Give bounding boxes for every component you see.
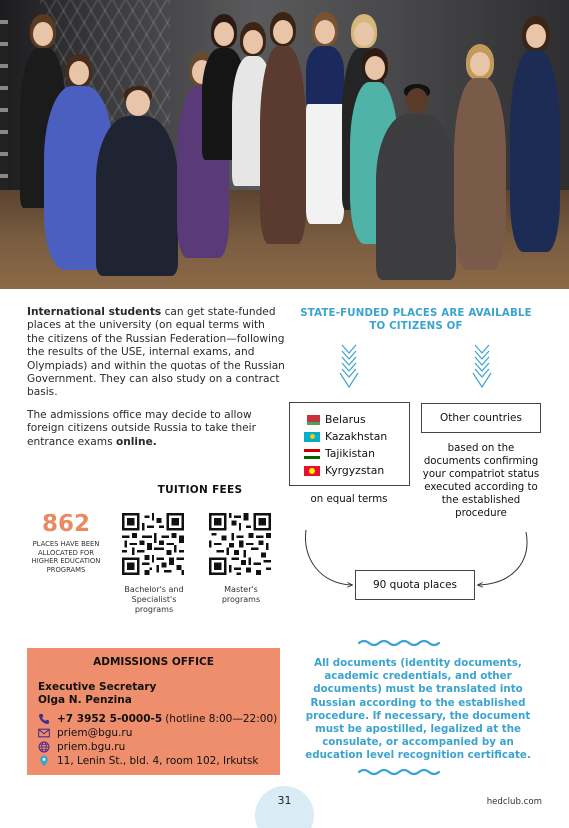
flag-belarus-icon (304, 415, 320, 425)
countries-note: on equal terms (310, 494, 388, 505)
tuition-fees-title: TUITION FEES (157, 484, 243, 496)
contact-person (38, 681, 156, 707)
down-arrow-icon (338, 343, 360, 389)
address-text: 11, Lenin St., bld. 4, room 102, Irkutsk (57, 754, 259, 767)
email-row[interactable] (38, 726, 132, 739)
countries-box (289, 402, 410, 486)
admissions-office-box (27, 648, 280, 775)
photo-person (504, 16, 566, 256)
globe-icon (38, 741, 50, 753)
other-countries-note: based on the documents confirming your compatriot status executed according to the established procedure (422, 443, 540, 519)
country-name: Tajikistan (325, 447, 375, 460)
website-row[interactable] (38, 740, 125, 753)
intro-p2-bold: online. (115, 435, 157, 448)
photo-light-strip (0, 20, 8, 190)
qr-bachelor-caption: Bachelor's and Specialist's programs (124, 585, 184, 614)
flag-kazakhstan-icon (304, 432, 320, 442)
state-funded-title: STATE-FUNDED PLACES ARE AVAILABLE TO CITIZENS OF (300, 308, 532, 332)
contact-name: Olga N. Penzina (38, 694, 132, 706)
phone-icon (38, 713, 50, 725)
flag-kyrgyzstan-icon (304, 466, 320, 476)
address-row (38, 754, 259, 767)
website-link[interactable]: priem.bgu.ru (57, 740, 126, 753)
qr-master-caption: Master's programs (221, 585, 261, 604)
location-pin-icon (38, 755, 50, 767)
contact-role: Executive Secretary (38, 681, 157, 693)
places-stat (28, 511, 104, 574)
country-kyrgyzstan (304, 464, 384, 477)
places-stat-value: 862 (41, 511, 90, 537)
wave-divider-bottom (358, 767, 442, 777)
country-kazakhstan (304, 430, 387, 443)
intro-paragraph-2 (27, 409, 285, 449)
country-name: Kazakhstan (325, 430, 388, 443)
other-countries-box: Other countries (421, 403, 541, 433)
site-url[interactable]: hedclub.com (486, 797, 542, 807)
email-link[interactable]: priem@bgu.ru (57, 726, 133, 739)
documents-note: All documents (identity documents, academic credentials, and other documents) must be translated into Russian according to the established procedure. If necessary, the document must be apostilled, legalized at the consulate, or accompanied by an education level recognition certificate. (305, 657, 531, 762)
admissions-title: ADMISSIONS OFFICE (93, 656, 214, 668)
country-name: Belarus (325, 413, 366, 426)
page-number: 31 (277, 794, 292, 807)
quota-places-box: 90 quota places (355, 570, 475, 600)
intro-text (27, 306, 285, 458)
hotline-hours: (hotline 8:00—22:00) (165, 712, 278, 725)
intro-paragraph-1 (27, 306, 285, 400)
intro-bold-lead: International students (27, 306, 162, 318)
page-number-badge (255, 786, 314, 828)
intro-p1-text: can get state-funded places at the university (on equal terms with the citizens of the Russian Federation—following the results of the USE, internal exams, and Olympiads) and within the quotas of the Russian Government. They can also study on a contract basis. (27, 306, 285, 399)
country-tajikistan (304, 447, 375, 460)
places-stat-label: PLACES HAVE BEEN ALLOCATED FOR HIGHER EDUCATION PROGRAMS (31, 540, 101, 574)
flag-tajikistan-icon (304, 449, 320, 459)
phone-number: +7 3952 5-0000-5 (57, 712, 163, 725)
mail-icon (38, 727, 50, 739)
intro-p2-text: The admissions office may decide to allow foreign citizens outside Russia to take their entrance exams (27, 408, 256, 448)
group-photo (0, 0, 569, 289)
country-name: Kyrgyzstan (325, 464, 385, 477)
qr-code-bachelor[interactable] (122, 513, 184, 575)
phone-row[interactable] (38, 712, 277, 725)
down-arrow-icon (471, 343, 493, 389)
qr-code-master[interactable] (209, 513, 271, 575)
wave-divider-top (358, 638, 442, 648)
country-belarus (304, 413, 366, 426)
